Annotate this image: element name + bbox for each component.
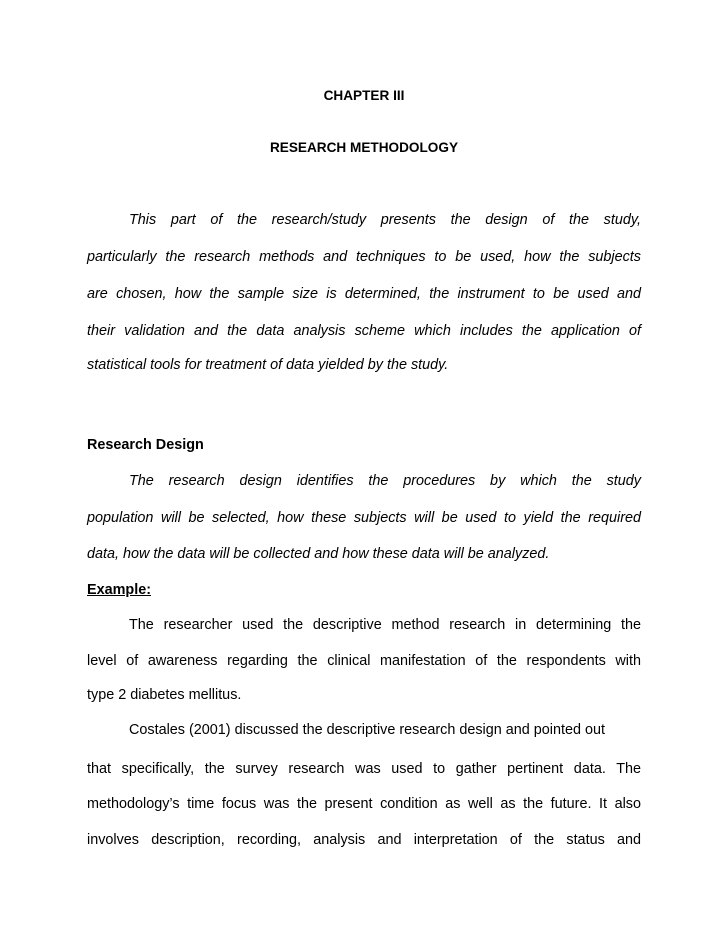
- page-title: RESEARCH METHODOLOGY: [269, 140, 459, 155]
- intro-line: statistical tools for treatment of data yielded by the study.: [87, 357, 449, 373]
- chapter-number: CHAPTER III: [323, 88, 405, 103]
- intro-line: are chosen, how the sample size is determined, the instrument to be used and: [87, 286, 641, 302]
- example-para1-line: type 2 diabetes mellitus.: [87, 687, 242, 703]
- example-para1-line: The researcher used the descriptive method research in determining the: [129, 617, 641, 633]
- example-para2-line: Costales (2001) discussed the descriptive research design and pointed out: [129, 722, 605, 738]
- research-design-heading: Research Design: [87, 437, 204, 453]
- intro-line: their validation and the data analysis scheme which includes the application of: [87, 323, 641, 339]
- example-para1-line: level of awareness regarding the clinical manifestation of the respondents with: [87, 653, 641, 669]
- intro-line: particularly the research methods and techniques to be used, how the subjects: [87, 249, 641, 265]
- research-design-line: The research design identifies the procedures by which the study: [129, 473, 641, 489]
- research-design-line: data, how the data will be collected and how these data will be analyzed.: [87, 546, 550, 562]
- example-para2-line: involves description, recording, analysis and interpretation of the status and: [87, 832, 641, 848]
- example-para2-line: that specifically, the survey research was used to gather pertinent data. The: [87, 761, 641, 777]
- research-design-line: population will be selected, how these subjects will be used to yield the required: [87, 510, 641, 526]
- example-para2-line: methodology’s time focus was the present condition as well as the future. It also: [87, 796, 641, 812]
- example-heading: Example:: [87, 582, 151, 598]
- intro-line: This part of the research/study presents the design of the study,: [129, 212, 641, 228]
